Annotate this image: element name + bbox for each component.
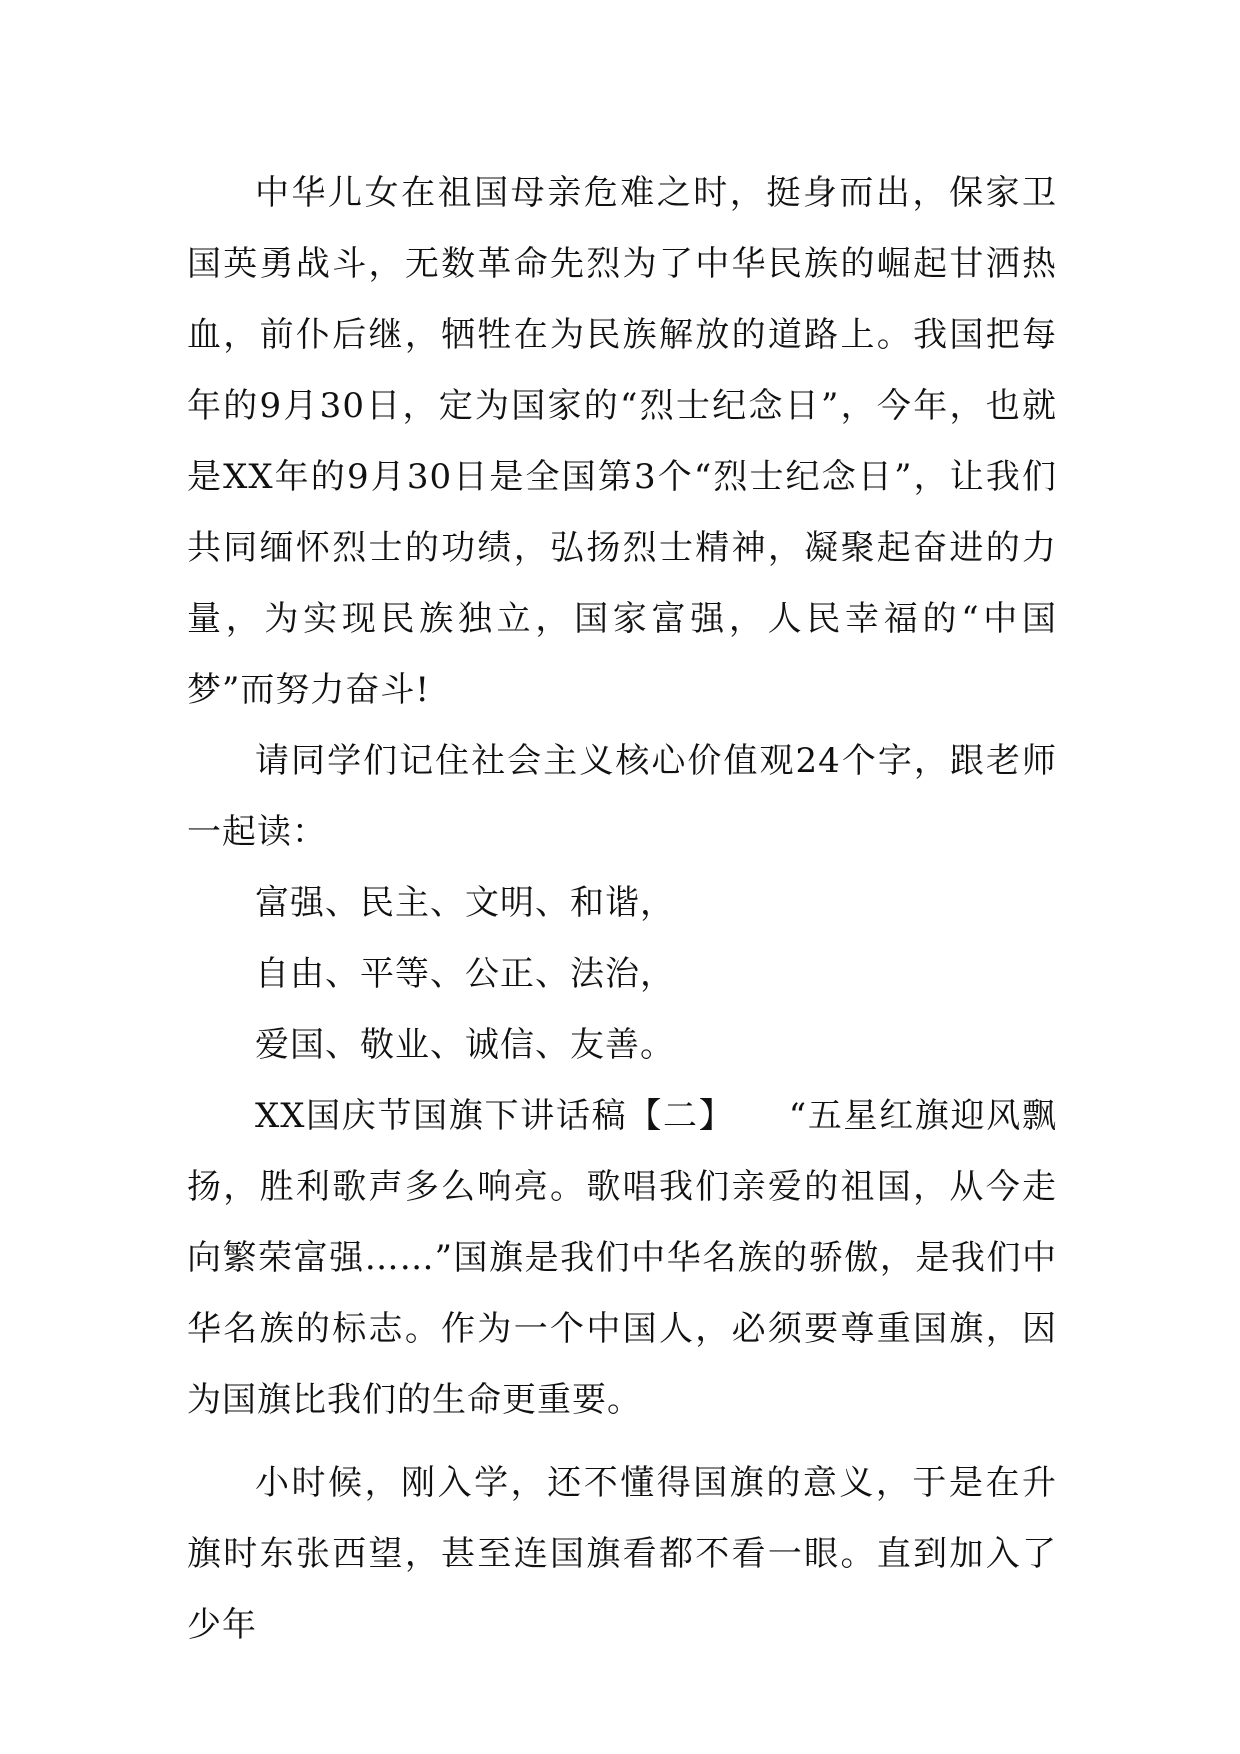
core-values-line-2: 自由、平等、公正、法治， [255, 954, 675, 994]
paragraph-childhood: 小时候，刚入学，还不懂得国旗的意义，于是在升旗时东张西望，甚至连国旗看都不看一眼。直到加入了少年 [187, 1463, 1057, 1645]
document-body [187, 158, 1057, 1661]
paragraph-national-flag-speech: XX国庆节国旗下讲话稿【二】 “五星红旗迎风飘扬，胜利歌声多么响亮。歌唱我们亲爱的祖国，从今走向繁荣富强……”国旗是我们中华名族的骄傲，是我们中华名族的标志。作为一个中国人，必须要尊重国旗，因为国旗比我们的生命更重要。 [187, 1096, 1057, 1420]
core-values-line-1: 富强、民主、文明、和谐， [255, 883, 675, 923]
paragraph-core-values-intro: 请同学们记住社会主义核心价值观24个字，跟老师一起读： [187, 741, 1057, 852]
paragraph-martyrs-day: 中华儿女在祖国母亲危难之时，挺身而出，保家卫国英勇战斗，无数革命先烈为了中华民族的崛起甘洒热血，前仆后继，牺牲在为民族解放的道路上。我国把每年的9月30日，定为国家的“烈士纪念日”，今年，也就是XX年的9月30日是全国第3个“烈士纪念日”，让我们共同缅怀烈士的功绩，弘扬烈士精神，凝聚起奋进的力量，为实现民族独立，国家富强，人民幸福的“中国梦”而努力奋斗! [187, 173, 1057, 710]
core-values-line-3: 爱国、敬业、诚信、友善。 [255, 1025, 675, 1065]
